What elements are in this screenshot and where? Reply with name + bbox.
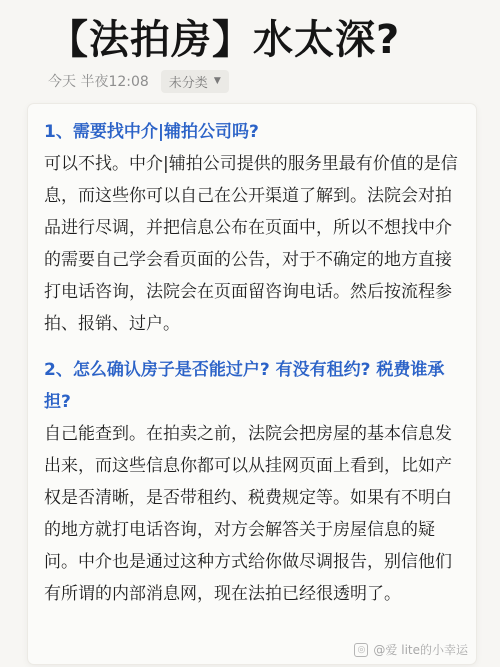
chevron-down-icon: ▼ <box>213 76 221 86</box>
folder-dropdown[interactable] <box>161 70 229 93</box>
section-answer: 可以不找。中介|辅拍公司提供的服务里最有价值的是信息，而这些你可以自己在公开渠道了解到。法院会对拍品进行尽调，并把信息公布在页面中，所以不想找中介的需要自己学会看页面的公告，对于不确定的地方直接打电话咨询，法院会在页面留咨询电话。然后按流程参拍、报销、过户。 <box>44 154 458 334</box>
section-question: 1、需要找中介|辅拍公司吗? <box>44 122 259 142</box>
folder-label: 未分类 <box>168 75 208 91</box>
section-question: 2、怎么确认房子是否能过户? 有没有租约? 税费谁承担? <box>44 360 445 412</box>
note-timestamp: 今天 半夜12:08 <box>48 74 149 90</box>
note-body[interactable] <box>28 104 476 664</box>
note-content[interactable] <box>44 116 464 610</box>
note-title[interactable]: 【法拍房】水太深? <box>48 17 401 63</box>
logo-icon: ◎ <box>354 643 368 657</box>
section-answer: 自己能查到。在拍卖之前，法院会把房屋的基本信息发出来，而这些信息你都可以从挂网页面上看到，比如产权是否清晰，是否带租约、税费规定等。如果有不明白的地方就打电话咨询，对方会解答关于房屋信息的疑问。中介也是通过这种方式给你做尽调报告，别信他们有所谓的内部消息网，现在法拍已经很透明了。 <box>44 424 452 604</box>
watermark <box>354 641 468 658</box>
watermark-text: @爱 lite的小幸运 <box>373 643 468 657</box>
note-meta <box>48 70 229 92</box>
